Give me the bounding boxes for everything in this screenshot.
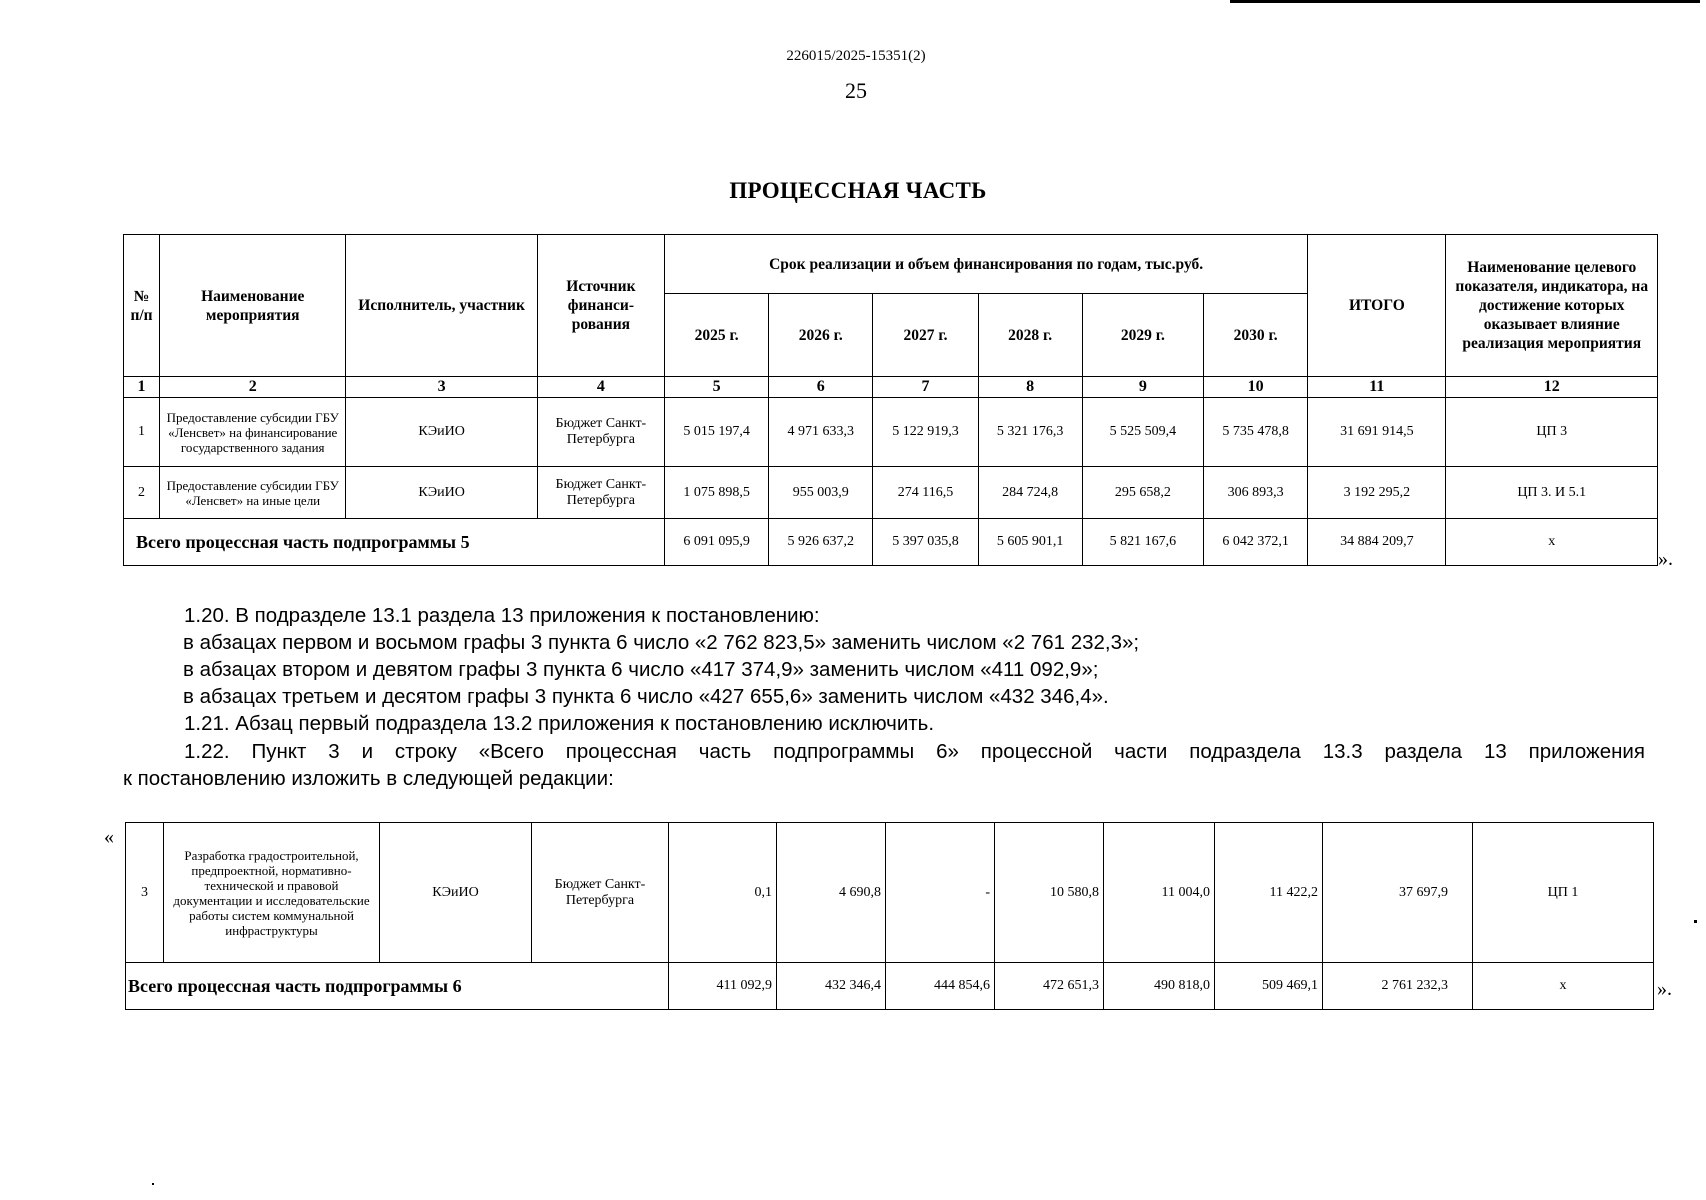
row-value: 5 525 509,4 <box>1082 398 1203 467</box>
row-executor: КЭиИО <box>346 398 537 467</box>
row-value: 4 690,8 <box>777 823 886 963</box>
header-period: Срок реализации и объем финансирования по годам, тыс.руб. <box>665 235 1308 294</box>
total-value: 5 821 167,6 <box>1082 519 1203 566</box>
column-number: 2 <box>160 377 346 398</box>
total-value: 509 469,1 <box>1215 963 1323 1010</box>
paragraph-1-20-line-a: в абзацах первом и восьмом графы 3 пункта 6 число «2 762 823,5» заменить числом «2 761 232,3»; <box>183 631 1140 654</box>
table-row <box>124 467 1658 519</box>
total-indicator: x <box>1446 519 1658 566</box>
total-value: 6 091 095,9 <box>665 519 769 566</box>
table2-closing-quote: ». <box>1657 978 1672 1000</box>
row-executor: КЭиИО <box>346 467 537 519</box>
header-year: 2030 г. <box>1203 294 1307 377</box>
row-source: Бюджет Санкт-Петербурга <box>537 467 664 519</box>
total-label: Всего процессная часть подпрограммы 5 <box>124 519 665 566</box>
header-year: 2029 г. <box>1082 294 1203 377</box>
total-label: Всего процессная часть подпрограммы 6 <box>126 963 669 1010</box>
row-total: 3 192 295,2 <box>1308 467 1446 519</box>
header-year: 2025 г. <box>665 294 769 377</box>
row-num: 3 <box>126 823 164 963</box>
table1-closing-quote: ». <box>1658 548 1673 570</box>
document-id: 226015/2025-15351(2) <box>786 48 926 64</box>
page-number: 25 <box>845 78 867 103</box>
row-value: 5 321 176,3 <box>978 398 1082 467</box>
top-edge-mark <box>1230 0 1700 3</box>
row-value: 955 003,9 <box>769 467 873 519</box>
header-indicator: Наименование целевого показателя, индикатора, на достижение которых оказывает влияние реализация мероприятия <box>1446 235 1658 377</box>
paragraph-1-21: 1.21. Абзац первый подраздела 13.2 приложения к постановлению исключить. <box>184 712 935 735</box>
paragraph-1-20-line-b: в абзацах втором и девятом графы 3 пункта 6 число «417 374,9» заменить числом «411 092,9»; <box>183 658 1099 681</box>
header-year: 2028 г. <box>978 294 1082 377</box>
row-indicator: ЦП 3 <box>1446 398 1658 467</box>
total-sum: 2 761 232,3 <box>1323 963 1473 1010</box>
column-number: 11 <box>1308 377 1446 398</box>
row-value: 10 580,8 <box>995 823 1104 963</box>
paragraph-1-22-continuation: к постановлению изложить в следующей редакции: <box>123 767 614 790</box>
row-value: 4 971 633,3 <box>769 398 873 467</box>
total-value: 432 346,4 <box>777 963 886 1010</box>
total-row <box>126 963 1654 1010</box>
header-source: Источник финанси-рования <box>537 235 664 377</box>
table-row <box>124 398 1658 467</box>
column-number: 5 <box>665 377 769 398</box>
section-title: ПРОЦЕССНАЯ ЧАСТЬ <box>729 178 987 203</box>
header-year: 2027 г. <box>873 294 978 377</box>
row-num: 1 <box>124 398 160 467</box>
row-value: 0,1 <box>669 823 777 963</box>
row-source: Бюджет Санкт-Петербурга <box>532 823 669 963</box>
total-value: 5 605 901,1 <box>978 519 1082 566</box>
total-value: 6 042 372,1 <box>1203 519 1307 566</box>
row-name: Предоставление субсидии ГБУ «Ленсвет» на финансирование государственного задания <box>160 398 346 467</box>
row-total: 37 697,9 <box>1323 823 1473 963</box>
row-indicator: ЦП 3. И 5.1 <box>1446 467 1658 519</box>
row-num: 2 <box>124 467 160 519</box>
row-value: 295 658,2 <box>1082 467 1203 519</box>
header-name: Наименование мероприятия <box>160 235 346 377</box>
row-indicator: ЦП 1 <box>1473 823 1654 963</box>
process-table-subprogram-5 <box>123 234 1658 566</box>
header-total: ИТОГО <box>1308 235 1446 377</box>
row-value: 11 004,0 <box>1104 823 1215 963</box>
total-value: 411 092,9 <box>669 963 777 1010</box>
total-value: 490 818,0 <box>1104 963 1215 1010</box>
process-table-subprogram-6 <box>125 822 1654 1010</box>
row-value: 274 116,5 <box>873 467 978 519</box>
table-row <box>126 823 1654 963</box>
header-executor: Исполнитель, участник <box>346 235 537 377</box>
column-number: 7 <box>873 377 978 398</box>
column-number: 3 <box>346 377 537 398</box>
scan-mark <box>1694 920 1697 923</box>
total-value: 5 397 035,8 <box>873 519 978 566</box>
column-number: 9 <box>1082 377 1203 398</box>
column-number: 4 <box>537 377 664 398</box>
paragraph-1-22: 1.22. Пункт 3 и строку «Всего процессная часть подпрограммы 6» процессной части подраздела 13.3 раздела 13 приложения <box>184 740 1645 763</box>
row-executor: КЭиИО <box>380 823 532 963</box>
header-year: 2026 г. <box>769 294 873 377</box>
total-sum: 34 884 209,7 <box>1308 519 1446 566</box>
total-value: 472 651,3 <box>995 963 1104 1010</box>
row-value: 5 015 197,4 <box>665 398 769 467</box>
column-number: 12 <box>1446 377 1658 398</box>
column-number: 8 <box>978 377 1082 398</box>
header-num: № п/п <box>124 235 160 377</box>
table2-opening-quote: « <box>104 826 114 848</box>
total-row <box>124 519 1658 566</box>
paragraph-1-20-line-c: в абзацах третьем и десятом графы 3 пункта 6 число «427 655,6» заменить числом «432 346,4». <box>183 685 1109 708</box>
scan-dot <box>152 1183 154 1185</box>
row-value: 5 735 478,8 <box>1203 398 1307 467</box>
row-value: 306 893,3 <box>1203 467 1307 519</box>
row-value: 284 724,8 <box>978 467 1082 519</box>
row-value: 11 422,2 <box>1215 823 1323 963</box>
column-number: 6 <box>769 377 873 398</box>
total-value: 444 854,6 <box>886 963 995 1010</box>
column-number: 10 <box>1203 377 1307 398</box>
total-value: 5 926 637,2 <box>769 519 873 566</box>
row-source: Бюджет Санкт-Петербурга <box>537 398 664 467</box>
row-total: 31 691 914,5 <box>1308 398 1446 467</box>
row-value: - <box>886 823 995 963</box>
column-number: 1 <box>124 377 160 398</box>
row-name: Предоставление субсидии ГБУ «Ленсвет» на иные цели <box>160 467 346 519</box>
paragraph-1-20: 1.20. В подразделе 13.1 раздела 13 приложения к постановлению: <box>184 604 820 627</box>
total-indicator: x <box>1473 963 1654 1010</box>
row-name: Разработка градостроительной, предпроектной, нормативно-технической и правовой документации и исследовательские работы систем коммунальной инфраструктуры <box>164 823 380 963</box>
row-value: 5 122 919,3 <box>873 398 978 467</box>
row-value: 1 075 898,5 <box>665 467 769 519</box>
